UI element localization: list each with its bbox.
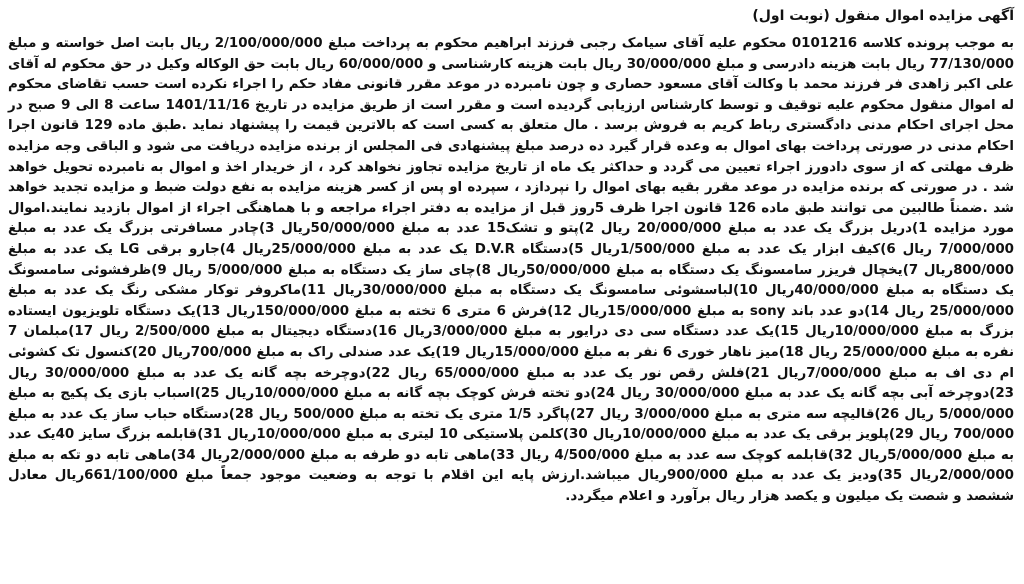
notice-body: به موجب پرونده کلاسه 0101216 محکوم علیه آقای سیامک رجبی فرزند ابراهیم محکوم به پرداخت مبلغ 2/100/000/000 ریال بابت اصل خواسته و مبلغ 77/130/000 ریال بابت هزینه دادرسی و مبلغ 30/000/000 ریال بابت هزینه کارشناسی و 60/000/000 ریال بابت حق الوکاله وکیل در حق محکوم له آقای علی اکبر زاهدی فر فرزند محمد با وکالت آقای مسعود حصاری و چون نامبرده در موعد مقرر قانونی مفاد حکم را اجراء نکرده است حسب تقاضای محکوم له اموال منقول محکوم علیه توقیف و توسط کارشناس ارزیابی گردیده است و مقرر است از طریق مزایده در تاریخ 1401/11/16 ساعت 8 الی 9 صبح در محل اجرای احکام مدنی دادگستری رباط کریم به فروش برسد . مال متعلق به کسی است که بالاترین قیمت را پیشنهاد نماید .طبق ماده 129 قانون اجرا احکام مدنی در صورتی پرداخت بهای اموال به وعده قرار گیرد ده درصد مبلغ پیشنهادی فی المجلس از برنده مزایده دریافت می شود و الباقی وجه مزایده ظرف مهلتی که از سوی دادورز اجراء تعیین می گردد و حداکثر یک ماه از تاریخ مزایده تجاوز نخواهد کرد ، از خریدار اخذ و اموال به نامبرده تحویل خواهد شد . در صورتی که برنده مزایده در موعد مقرر بقیه بهای اموال را نپردازد ، سپرده او پس از کسر هزینه مزایده به نفع دولت ضبط و مزایده تجدید خواهد شد .ضمناً طالبین می توانند طبق ماده 126 قانون اجرا ظرف 5روز قبل از مزایده به دفتر اجراء مراجعه و با هماهنگی اجراء از اموال بازدید نمایند.اموال مورد مزایده 1)دریل بزرگ یک عدد به مبلغ 20/000/000 ریال 2)پتو و تشک15 عدد به مبلغ 50/000/000ریال 3)چادر مسافرتی بزرگ یک عدد به مبلغ 7/000/000 ریال 6)کیف ابزار یک عدد به مبلغ 1/500/000ریال 5)دستگاه D.V.R یک عدد به مبلغ 25/000/000ریال 4)جارو برقی LG یک عدد به مبلغ 800/000ریال 7)یخچال فریزر سامسونگ یک دستگاه به مبلغ 50/000/000ریال 8)چای ساز یک دستگاه به مبلغ 5/000/000 ریال 9)ظرفشوئی سامسونگ یک دستگاه به مبلغ 40/000/000ریال 10)لباسشوئی سامسونگ یک دستگاه به مبلغ 30/000/000ریال 11)ماکروفر توکار مشکی رنگ یک عدد به مبلغ 25/000/000 ریال 14)دو عدد باند sony به مبلغ 15/000/000ریال 12)فرش 6 متری 6 تخته به مبلغ 150/000/000ریال 13)یک دستگاه تلویزیون ایستاده بزرگ به مبلغ 10/000/000ریال 15)یک عدد دستگاه سی دی درایور به مبلغ 3/000/000ریال 16)دستگاه دیجیتال به مبلغ 2/500/000 ریال 17)مبلمان 7 نفره به مبلغ 25/000/000 ریال 18)میز ناهار خوری 6 نفر به مبلغ 15/000/000ریال 19)یک عدد صندلی راک به مبلغ 700/000ریال 20)کنسول تک کشوئی ام دی اف به مبلغ 7/000/000ریال 21)فلش رقص نور یک عدد به مبلغ 65/000/000 ریال 22)دوچرخه بچه گانه یک عدد به مبلغ 30/000/000 ریال 23)دوچرخه آبی بچه گانه یک عدد به مبلغ 30/000/000 ریال 24)دو تخته فرش کوچک بچه گانه به مبلغ 10/000/000ریال 25)اسباب بازی یک پکیج به مبلغ 5/000/000 ریال 26)قالیچه سه متری به مبلغ 3/000/000 ریال 27)پاگرد 1/5 متری یک تخته به مبلغ 500/000 ریال 28)دستگاه حباب ساز یک عدد به مبلغ 700/000 ریال 29)پلویز برقی یک عدد به مبلغ 10/000/000ریال 30)کلمن پلاستیکی 10 لیتری به مبلغ 10/000/000ریال 31)قابلمه بزرگ سایز 40یک عدد به مبلغ 5/000/000ریال 32)قابلمه کوچک سه عدد به مبلغ 4/500/000 ریال 33)ماهی تابه دو طرفه به مبلغ 2/000/000ریال 34)ماهی تابه دو تکه به مبلغ 2/000/000ریال 35)ودیز یک عدد به مبلغ 900/000ریال میباشد.ارزش پایه این اقلام با توجه به وضعیت موجود جمعاً مبلغ 661/100/000ریال معادل ششصد و شصت یک میلیون و یکصد هزار ریال برآورد و اعلام میگردد.: [8, 36, 1015, 505]
auction-notice: [6, 6, 1018, 578]
notice-title: آگهی مزایده اموال منقول (نوبت اول): [752, 8, 1014, 24]
